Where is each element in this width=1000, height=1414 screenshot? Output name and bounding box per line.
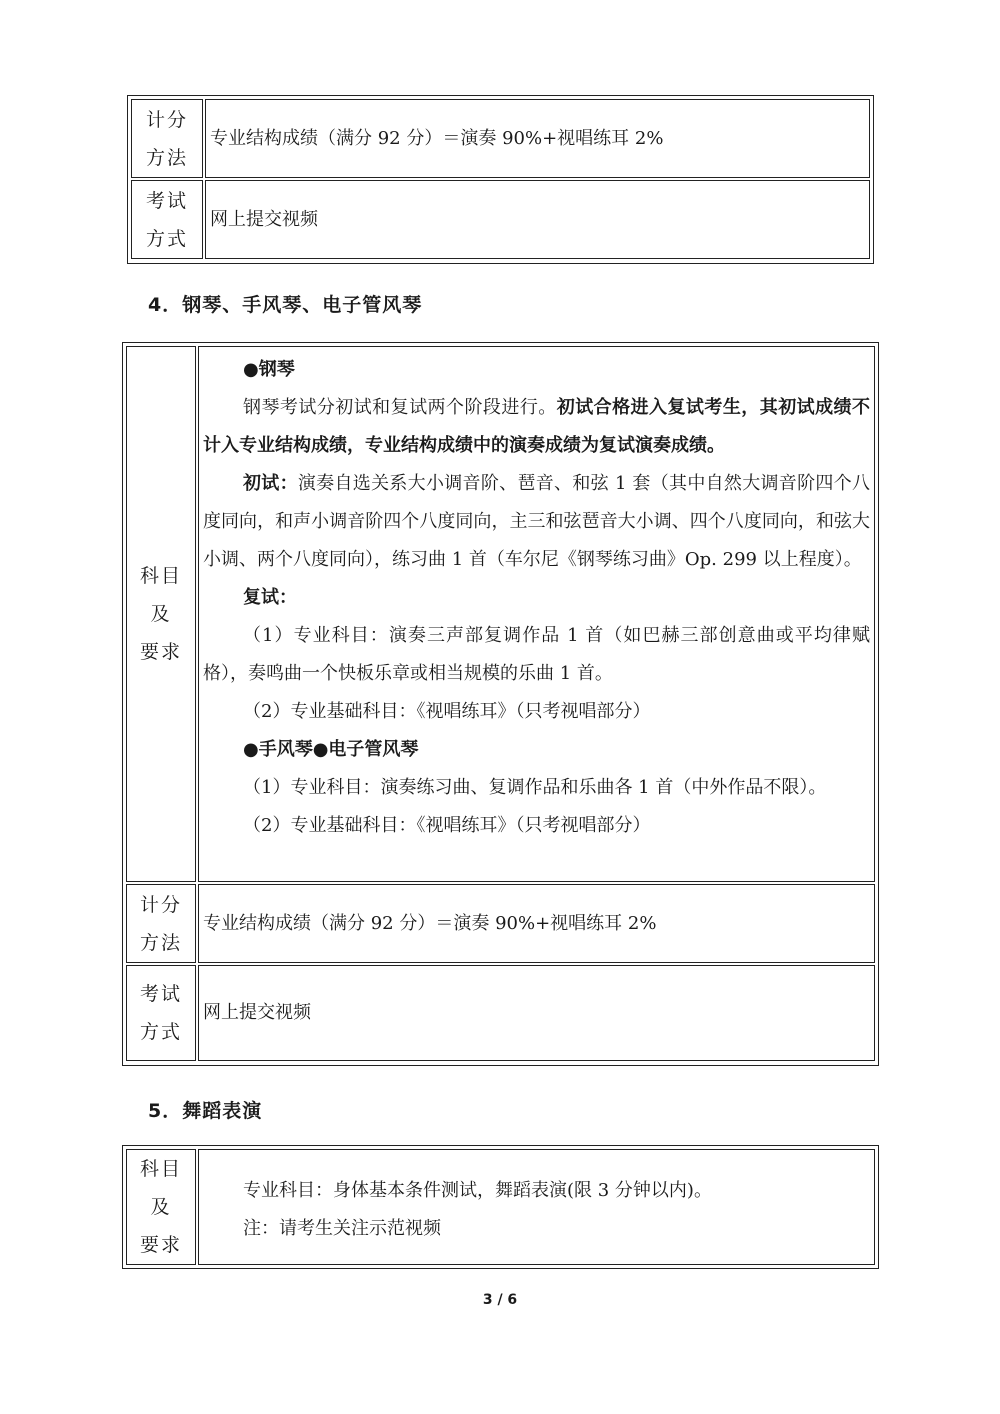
section5-line-2: 注：请考生关注示范视频 bbox=[243, 1218, 441, 1239]
piano-title: ●钢琴 bbox=[243, 359, 295, 380]
row-label: 科目 及 要求 bbox=[126, 1149, 196, 1265]
page-number: 3 / 6 bbox=[482, 1292, 518, 1308]
accordion-item-1: （1）专业科目：演奏练习曲、复调作品和乐曲各 1 首（中外作品不限）。 bbox=[243, 777, 827, 798]
row-label: 计分 方法 bbox=[126, 884, 196, 963]
final-item-1: （1）专业科目：演奏三声部复调作品 1 首（如巴赫三部创意曲或平均律赋格），奏鸣曲一个快板乐章或相当规模的乐曲 1 首。 bbox=[203, 625, 870, 684]
row-content bbox=[198, 346, 875, 882]
table-row bbox=[131, 99, 870, 178]
section5-line-1: 专业科目：身体基本条件测试，舞蹈表演(限 3 分钟以内)。 bbox=[243, 1180, 712, 1201]
row-label: 考试 方式 bbox=[126, 965, 196, 1061]
row-label: 科目 及 要求 bbox=[126, 346, 196, 882]
section5-table bbox=[122, 1145, 879, 1269]
row-content: 网上提交视频 bbox=[198, 965, 875, 1061]
table-row bbox=[131, 180, 870, 259]
row-content: 专业结构成绩（满分 92 分）＝演奏 90%+视唱练耳 2% bbox=[205, 99, 870, 178]
section-heading: 5．舞蹈表演 bbox=[148, 1100, 263, 1122]
section-heading: 4．钢琴、手风琴、电子管风琴 bbox=[148, 294, 423, 316]
prelim-paragraph: 初试：演奏自选关系大小调音阶、琶音、和弦 1 套（其中自然大调音阶四个八度同向，和声小调音阶四个八度同向，主三和弦琶音大小调、四个八度同向，和弦大小调、两个八度同向），练习曲 1 首（车尔尼《钢琴练习曲》Op. 299 以上程度）。 bbox=[203, 473, 870, 570]
table-row bbox=[126, 1149, 875, 1265]
row-content: 专业结构成绩（满分 92 分）＝演奏 90%+视唱练耳 2% bbox=[198, 884, 875, 963]
accordion-title: ●手风琴●电子管风琴 bbox=[243, 739, 419, 760]
row-content bbox=[198, 1149, 875, 1265]
final-label: 复试： bbox=[243, 587, 297, 608]
table-row bbox=[126, 884, 875, 963]
piano-intro: 钢琴考试分初试和复试两个阶段进行。初试合格进入复试考生，其初试成绩不计入专业结构成绩，专业结构成绩中的演奏成绩为复试演奏成绩。 bbox=[203, 397, 871, 456]
table-row bbox=[126, 965, 875, 1061]
row-content: 网上提交视频 bbox=[205, 180, 870, 259]
row-label: 计分 方法 bbox=[131, 99, 203, 178]
final-item-2: （2）专业基础科目：《视唱练耳》（只考视唱部分） bbox=[243, 701, 651, 722]
table-row bbox=[126, 346, 875, 882]
accordion-item-2: （2）专业基础科目：《视唱练耳》（只考视唱部分） bbox=[243, 815, 651, 836]
section4-table bbox=[122, 342, 879, 1066]
row-label: 考试 方式 bbox=[131, 180, 203, 259]
top-table bbox=[127, 95, 874, 264]
